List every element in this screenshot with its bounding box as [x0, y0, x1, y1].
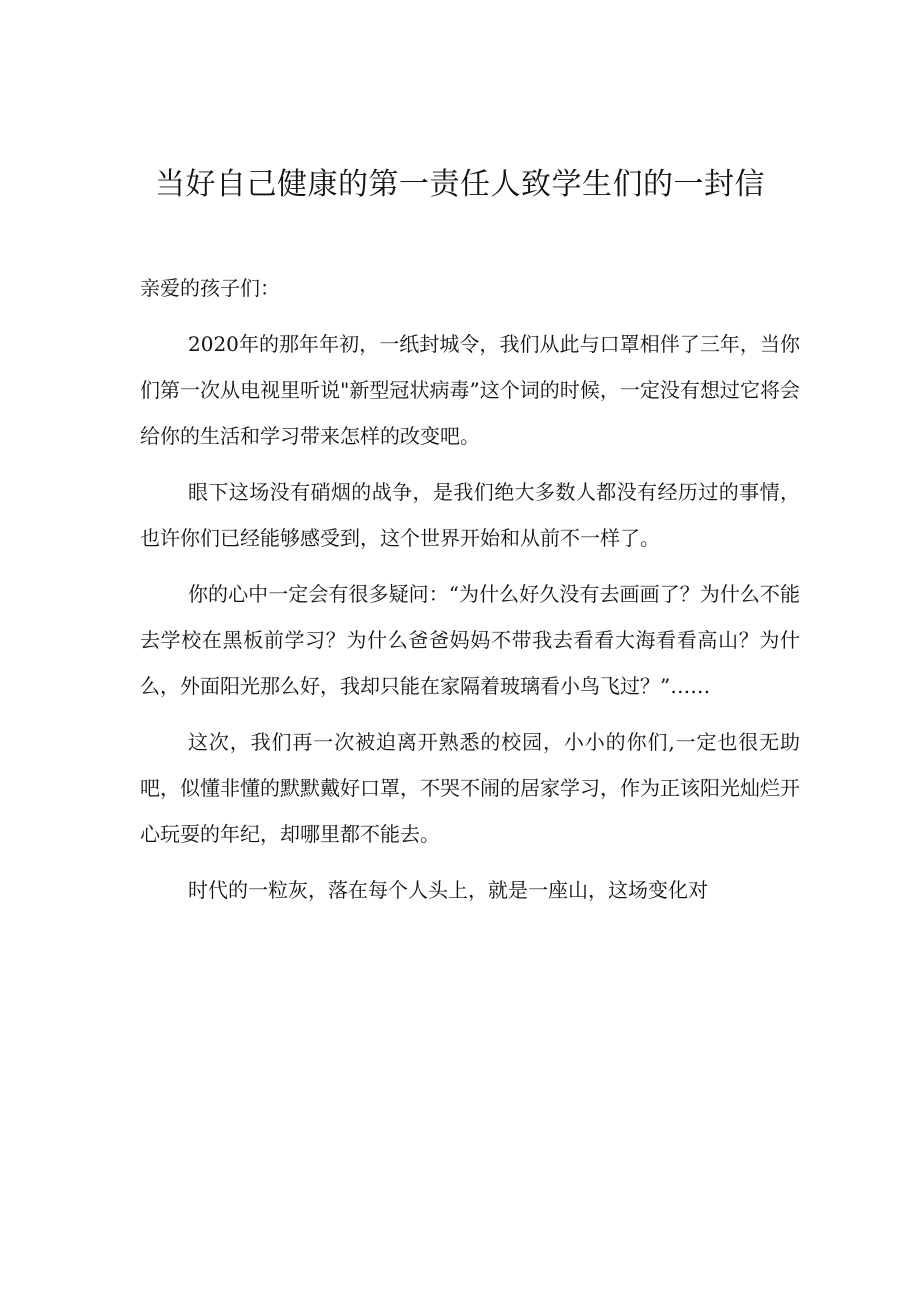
salutation: 亲爱的孩子们：: [140, 276, 280, 300]
paragraph-1: 2020年的那年年初，一纸封城令，我们从此与口罩相伴了三年，当你们第一次从电视里听说"新型冠状病毒”这个词的时候，一定没有想过它将会给你的生活和学习带来怎样的改变吧。: [140, 332, 800, 448]
paragraph-3: 你的心中一定会有很多疑问：“为什么好久没有去画画了？为什么不能去学校在黑板前学习？为什么爸爸妈妈不带我去看看大海看看高山？为什么，外面阳光那么好，我却只能在家隔着玻璃看小鸟飞过？”……: [140, 582, 800, 698]
page-title: 当好自己健康的第一责任人致学生们的一封信: [155, 167, 765, 202]
paragraph-4: 这次，我们再一次被迫离开熟悉的校园，小小的你们,一定也很无助吧，似懂非懂的默默戴好口罩，不哭不闹的居家学习，作为正该阳光灿烂开心玩耍的年纪，却哪里都不能去。: [140, 730, 800, 846]
paragraph-5: 时代的一粒灰，落在每个人头上，就是一座山，这场变化对: [188, 878, 708, 902]
paragraph-2: 眼下这场没有硝烟的战争，是我们绝大多数人都没有经历过的事情，也许你们已经能够感受到，这个世界开始和从前不一样了。: [140, 480, 800, 550]
letter-body: [140, 265, 800, 923]
